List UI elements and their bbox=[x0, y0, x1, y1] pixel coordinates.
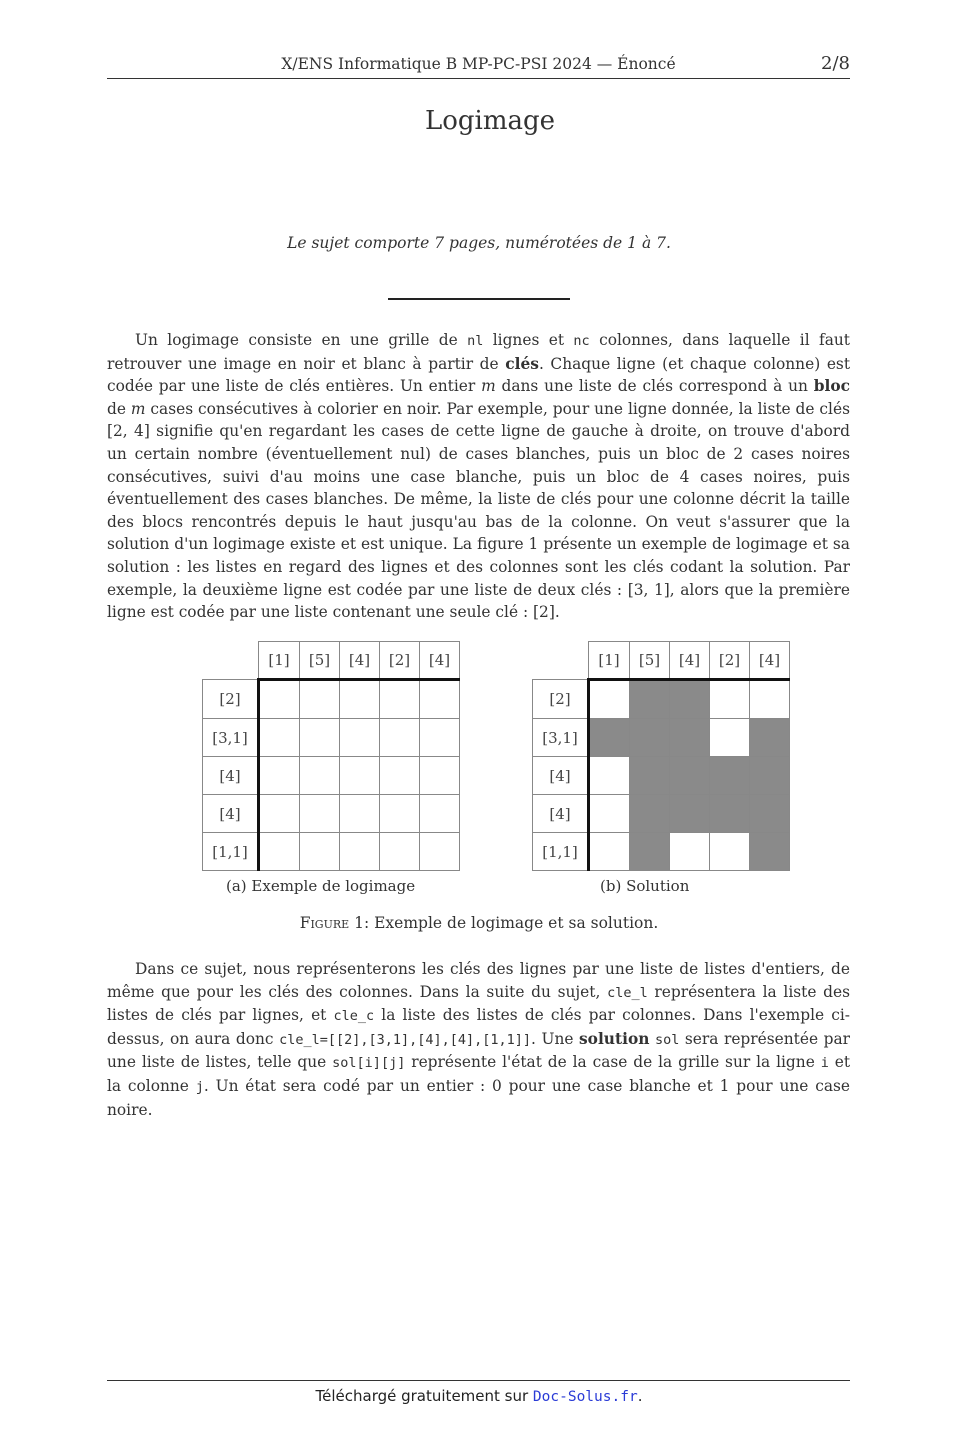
row-key: [4] bbox=[533, 795, 589, 833]
grid-cell bbox=[420, 795, 460, 833]
grid-cell bbox=[630, 795, 670, 833]
row-key: [4] bbox=[203, 757, 259, 795]
subtitle: Le sujet comporte 7 pages, numérotées de 1 à 7. bbox=[287, 234, 671, 252]
grid-cell bbox=[259, 757, 300, 795]
grid-cell bbox=[630, 757, 670, 795]
row-key: [1,1] bbox=[203, 833, 259, 871]
grid-cell bbox=[670, 795, 710, 833]
grid-cell bbox=[630, 719, 670, 757]
intro-paragraph: Un logimage consiste en une grille de nl lignes et nc colonnes, dans laquelle il faut retrouver une image en noir et blanc à partir de clés. Chaque ligne (et chaque colonne) est codée par une liste de clés entières. Un entier m dans une liste de clés correspond à un bloc de m cases consécutives à colorier en noir. Par exemple, pour une ligne donnée, la liste de clés [2, 4] signifie qu'en regardant les cases de cette ligne de gauche à droite, on trouve d'abord un certain nombre (éventuellement nul) de cases blanches, puis un bloc de 2 cases noires consécutives, suivi d'au moins une case blanche, puis un bloc de 4 cases noires, puis éventuellement des cases blanches. De même, la liste de clés pour une colonne décrit la taille des blocs rencontrés depuis le haut jusqu'au bas de la colonne. On veut s'assurer que la solution d'un logimage existe et est unique. La figure 1 présente un exemple de logimage et sa solution : les listes en regard des lignes et des colonnes sont les clés codant la solution. Par exemple, la deuxième ligne est codée par une liste de deux clés : [3, 1], alors que la première ligne est codée par une liste contenant une seule clé : [2]. bbox=[107, 331, 851, 622]
grid-cell bbox=[340, 680, 380, 719]
row-key: [3,1] bbox=[533, 719, 589, 757]
footer: Téléchargé gratuitement sur Doc-Solus.fr. bbox=[315, 1387, 643, 1405]
grid-cell bbox=[300, 833, 340, 871]
grid-cell bbox=[340, 833, 380, 871]
grid-cell bbox=[670, 833, 710, 871]
solution-grid bbox=[532, 641, 790, 871]
grid-cell bbox=[259, 719, 300, 757]
puzzle-grid bbox=[202, 641, 460, 871]
page-number: 2/8 bbox=[821, 53, 850, 74]
grid-cell bbox=[710, 757, 750, 795]
grid-cell bbox=[750, 680, 790, 719]
grid-cell bbox=[300, 795, 340, 833]
grid-cell bbox=[300, 719, 340, 757]
grid-cell bbox=[750, 833, 790, 871]
grid-cell bbox=[750, 795, 790, 833]
grid-cell bbox=[259, 833, 300, 871]
col-key: [4] bbox=[750, 642, 790, 680]
grid-cell bbox=[589, 680, 630, 719]
page-header bbox=[107, 52, 850, 79]
caption-b: (b) Solution bbox=[600, 877, 690, 895]
grid-cell bbox=[589, 833, 630, 871]
grid-cell bbox=[750, 719, 790, 757]
col-key: [4] bbox=[670, 642, 710, 680]
grid-cell bbox=[340, 757, 380, 795]
grid-cell bbox=[300, 757, 340, 795]
grid-cell bbox=[589, 719, 630, 757]
document-title: Logimage bbox=[424, 106, 556, 136]
grid-cell bbox=[420, 680, 460, 719]
row-key: [4] bbox=[203, 795, 259, 833]
grid-cell bbox=[380, 757, 420, 795]
grid-cell bbox=[380, 795, 420, 833]
col-key: [2] bbox=[380, 642, 420, 680]
footer-rule bbox=[107, 1380, 850, 1381]
grid-cell bbox=[380, 680, 420, 719]
grid-cell bbox=[380, 833, 420, 871]
grid-cell bbox=[670, 757, 710, 795]
row-key: [4] bbox=[533, 757, 589, 795]
caption-a: (a) Exemple de logimage bbox=[226, 877, 416, 895]
col-key: [2] bbox=[710, 642, 750, 680]
grid-cell bbox=[630, 833, 670, 871]
grid-cell bbox=[710, 795, 750, 833]
grid-cell bbox=[259, 680, 300, 719]
col-key: [5] bbox=[300, 642, 340, 680]
col-key: [4] bbox=[420, 642, 460, 680]
figure-caption: Figure 1: Exemple de logimage et sa solution. bbox=[299, 914, 659, 932]
header-title: X/ENS Informatique B MP-PC-PSI 2024 — Énoncé bbox=[281, 55, 676, 73]
grid-cell bbox=[630, 680, 670, 719]
col-key: [5] bbox=[630, 642, 670, 680]
grid-cell bbox=[300, 680, 340, 719]
grid-cell bbox=[710, 719, 750, 757]
representation-paragraph: Dans ce sujet, nous représenterons les clés des lignes par une liste de listes d'entiers, de même que pour les clés des colonnes. Dans la suite du sujet, cle_l représentera la liste des listes de clés par lignes, et cle_c la liste des listes de clés par colonnes. Dans l'exemple ci-dessus, on aura donc cle_l=[[2],[3,1],[4],[4],[1,1]]. Une solution sol sera représentée par une liste de listes, telle que sol[i][j] représente l'état de la case de la grille sur la ligne i et la colonne j. Un état sera codé par un entier : 0 pour une case blanche et 1 pour une case noire. bbox=[107, 960, 851, 1119]
row-key: [2] bbox=[533, 680, 589, 719]
grid-cell bbox=[750, 757, 790, 795]
grid-cell bbox=[380, 719, 420, 757]
col-key: [4] bbox=[340, 642, 380, 680]
separator-rule bbox=[388, 298, 570, 300]
grid-cell bbox=[710, 680, 750, 719]
grid-cell bbox=[259, 795, 300, 833]
grid-cell bbox=[670, 719, 710, 757]
col-key: [1] bbox=[589, 642, 630, 680]
row-key: [2] bbox=[203, 680, 259, 719]
grid-cell bbox=[710, 833, 750, 871]
grid-cell bbox=[420, 719, 460, 757]
row-key: [1,1] bbox=[533, 833, 589, 871]
grid-cell bbox=[589, 795, 630, 833]
grid-cell bbox=[340, 719, 380, 757]
grid-cell bbox=[420, 833, 460, 871]
grid-cell bbox=[340, 795, 380, 833]
row-key: [3,1] bbox=[203, 719, 259, 757]
grid-cell bbox=[420, 757, 460, 795]
col-key: [1] bbox=[259, 642, 300, 680]
doc-solus-link[interactable]: Doc-Solus.fr bbox=[532, 1389, 638, 1405]
grid-cell bbox=[670, 680, 710, 719]
grid-cell bbox=[589, 757, 630, 795]
